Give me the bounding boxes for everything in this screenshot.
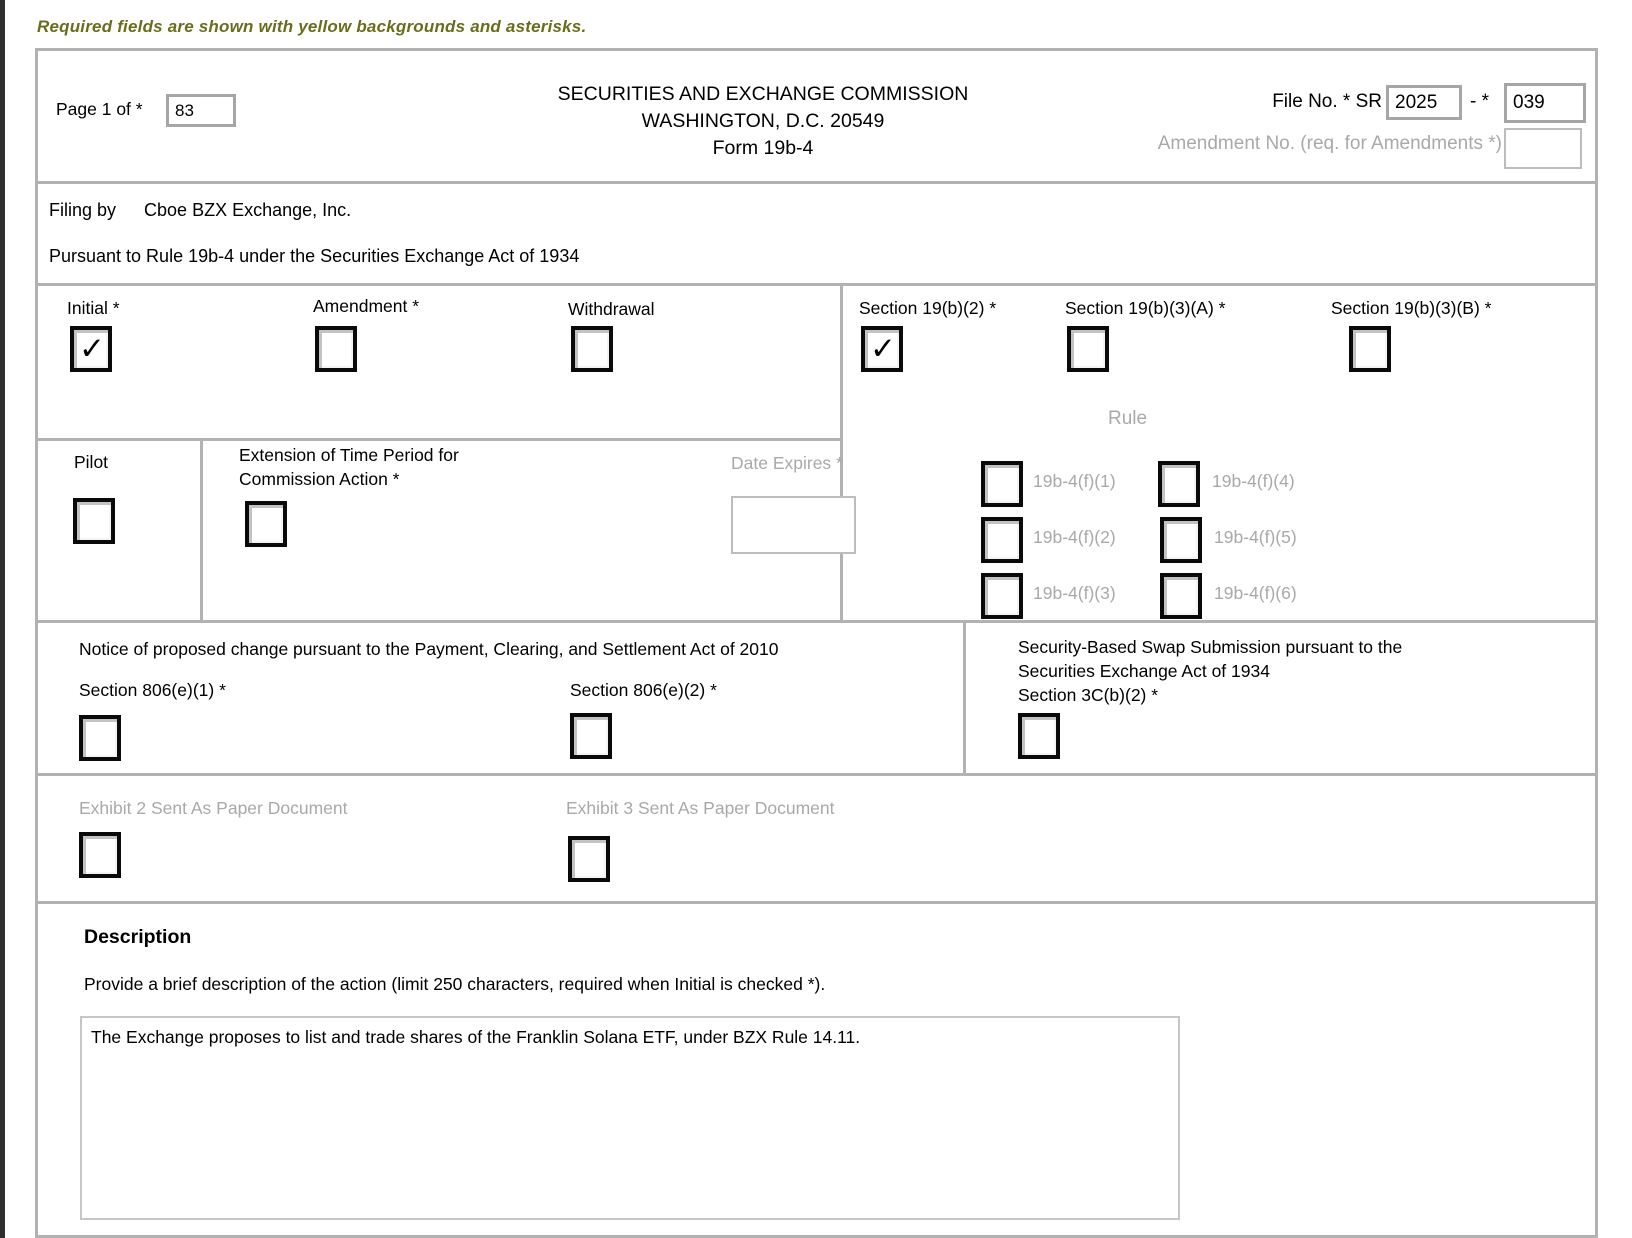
pursuant-line: Pursuant to Rule 19b-4 under the Securities Exchange Act of 1934 [49, 246, 580, 266]
rule-19b4f4-checkbox[interactable] [1158, 461, 1200, 507]
form-title-line3: Form 19b-4 [712, 137, 814, 159]
header-row [38, 51, 1595, 181]
pcs-cell [38, 623, 966, 773]
amendment-no-label: Amendment No. (req. for Amendments *) [1157, 133, 1502, 154]
swap-heading [1018, 635, 1402, 707]
filing-by-line [49, 200, 351, 221]
rule-19b4f3-label: 19b-4(f)(3) [1033, 583, 1116, 603]
initial-label: Initial * [67, 298, 120, 318]
main-checkbox-row [38, 283, 1595, 620]
section-806e2-checkbox[interactable] [570, 713, 612, 759]
extension-label: Extension of Time Period for Commission Action * [239, 445, 459, 489]
exhibit2-checkbox[interactable] [79, 832, 121, 878]
section-806e1-checkbox[interactable] [79, 715, 121, 761]
exhibit3-checkbox[interactable] [568, 836, 610, 882]
amendment-label: Amendment * [313, 296, 420, 316]
section-806e1-label: Section 806(e)(1) * [79, 680, 226, 700]
filing-by-label: Filing by [49, 200, 117, 220]
withdrawal-label: Withdrawal [568, 299, 655, 319]
file-no-number-input[interactable] [1504, 83, 1586, 123]
description-hint: Provide a brief description of the action (limit 250 characters, required when Initial is checked *). [84, 974, 826, 994]
filing-row [38, 181, 1595, 283]
form-title-line1: SECURITIES AND EXCHANGE COMMISSION [557, 83, 969, 105]
rule-19b4f2-label: 19b-4(f)(2) [1033, 527, 1116, 547]
swap-cell [966, 623, 1595, 773]
pcs-row [38, 620, 1595, 773]
form-title-line2: WASHINGTON, D.C. 20549 [641, 110, 885, 132]
section-806e2-label: Section 806(e)(2) * [570, 680, 717, 700]
form-title [468, 81, 1058, 162]
exhibits-row [38, 773, 1595, 901]
pilot-checkbox[interactable] [73, 498, 115, 544]
file-no-separator: - * [1470, 91, 1489, 112]
checkmark-icon: ✓ [79, 330, 105, 366]
rule-19b4f2-checkbox[interactable] [981, 517, 1023, 563]
section-19b2-checkbox[interactable] [861, 326, 903, 372]
date-expires-input[interactable] [731, 496, 856, 554]
page-count-input[interactable] [166, 94, 236, 127]
withdrawal-checkbox[interactable] [571, 326, 613, 372]
rule-19b4f5-label: 19b-4(f)(5) [1214, 527, 1297, 547]
section-3cb2-checkbox[interactable] [1018, 713, 1060, 759]
pilot-extension-cell [38, 438, 843, 620]
checkmark-icon: ✓ [870, 330, 896, 366]
rule-19b4f6-label: 19b-4(f)(6) [1214, 583, 1297, 603]
initial-checkbox[interactable] [70, 326, 112, 372]
swap-heading-line2: Securities Exchange Act of 1934 [1018, 661, 1270, 681]
form-19b4 [35, 48, 1598, 1238]
exhibit3-label: Exhibit 3 Sent As Paper Document [566, 798, 835, 818]
main-left-column [38, 286, 843, 620]
exhibit2-label: Exhibit 2 Sent As Paper Document [79, 798, 348, 818]
page-left-edge-bar [0, 0, 5, 1238]
section-19b2-label: Section 19(b)(2) * [859, 298, 997, 318]
section-19b3b-checkbox[interactable] [1349, 326, 1391, 372]
section-19b3b-label: Section 19(b)(3)(B) * [1331, 298, 1492, 318]
file-no-label: File No. * SR [1272, 91, 1382, 112]
pcs-heading: Notice of proposed change pursuant to the Payment, Clearing, and Settlement Act of 2010 [79, 639, 779, 659]
rule-19b4f6-checkbox[interactable] [1160, 573, 1202, 619]
section-3cb2-label: Section 3C(b)(2) * [1018, 685, 1159, 705]
section-19b3a-label: Section 19(b)(3)(A) * [1065, 298, 1226, 318]
description-row [38, 901, 1595, 1238]
rule-19b4f3-checkbox[interactable] [981, 573, 1023, 619]
description-title: Description [84, 926, 192, 948]
pilot-cell [38, 441, 203, 620]
extension-checkbox[interactable] [245, 501, 287, 547]
filing-by-value: Cboe BZX Exchange, Inc. [144, 200, 352, 220]
date-expires-label: Date Expires * [731, 453, 843, 473]
section-19b-cell [843, 286, 1595, 620]
amendment-no-input[interactable] [1504, 128, 1582, 169]
amendment-checkbox[interactable] [315, 326, 357, 372]
file-no-year-input[interactable] [1386, 85, 1462, 120]
rule-19b4f4-label: 19b-4(f)(4) [1212, 471, 1295, 491]
section-19b3a-checkbox[interactable] [1067, 326, 1109, 372]
description-textarea[interactable]: The Exchange proposes to list and trade shares of the Franklin Solana ETF, under BZX Rule 14.11. [80, 1016, 1180, 1220]
required-fields-notice: Required fields are shown with yellow backgrounds and asterisks. [37, 17, 587, 36]
pilot-label: Pilot [74, 452, 109, 472]
swap-heading-line1: Security-Based Swap Submission pursuant to the [1018, 637, 1403, 657]
filing-type-cell [38, 286, 840, 438]
rule-19b4f1-checkbox[interactable] [981, 461, 1023, 507]
rule-19b4f1-label: 19b-4(f)(1) [1033, 471, 1116, 491]
page-count-label: Page 1 of * [56, 99, 143, 119]
rule-19b4f5-checkbox[interactable] [1160, 517, 1202, 563]
extension-cell [203, 441, 843, 620]
rule-title: Rule [1108, 408, 1148, 429]
